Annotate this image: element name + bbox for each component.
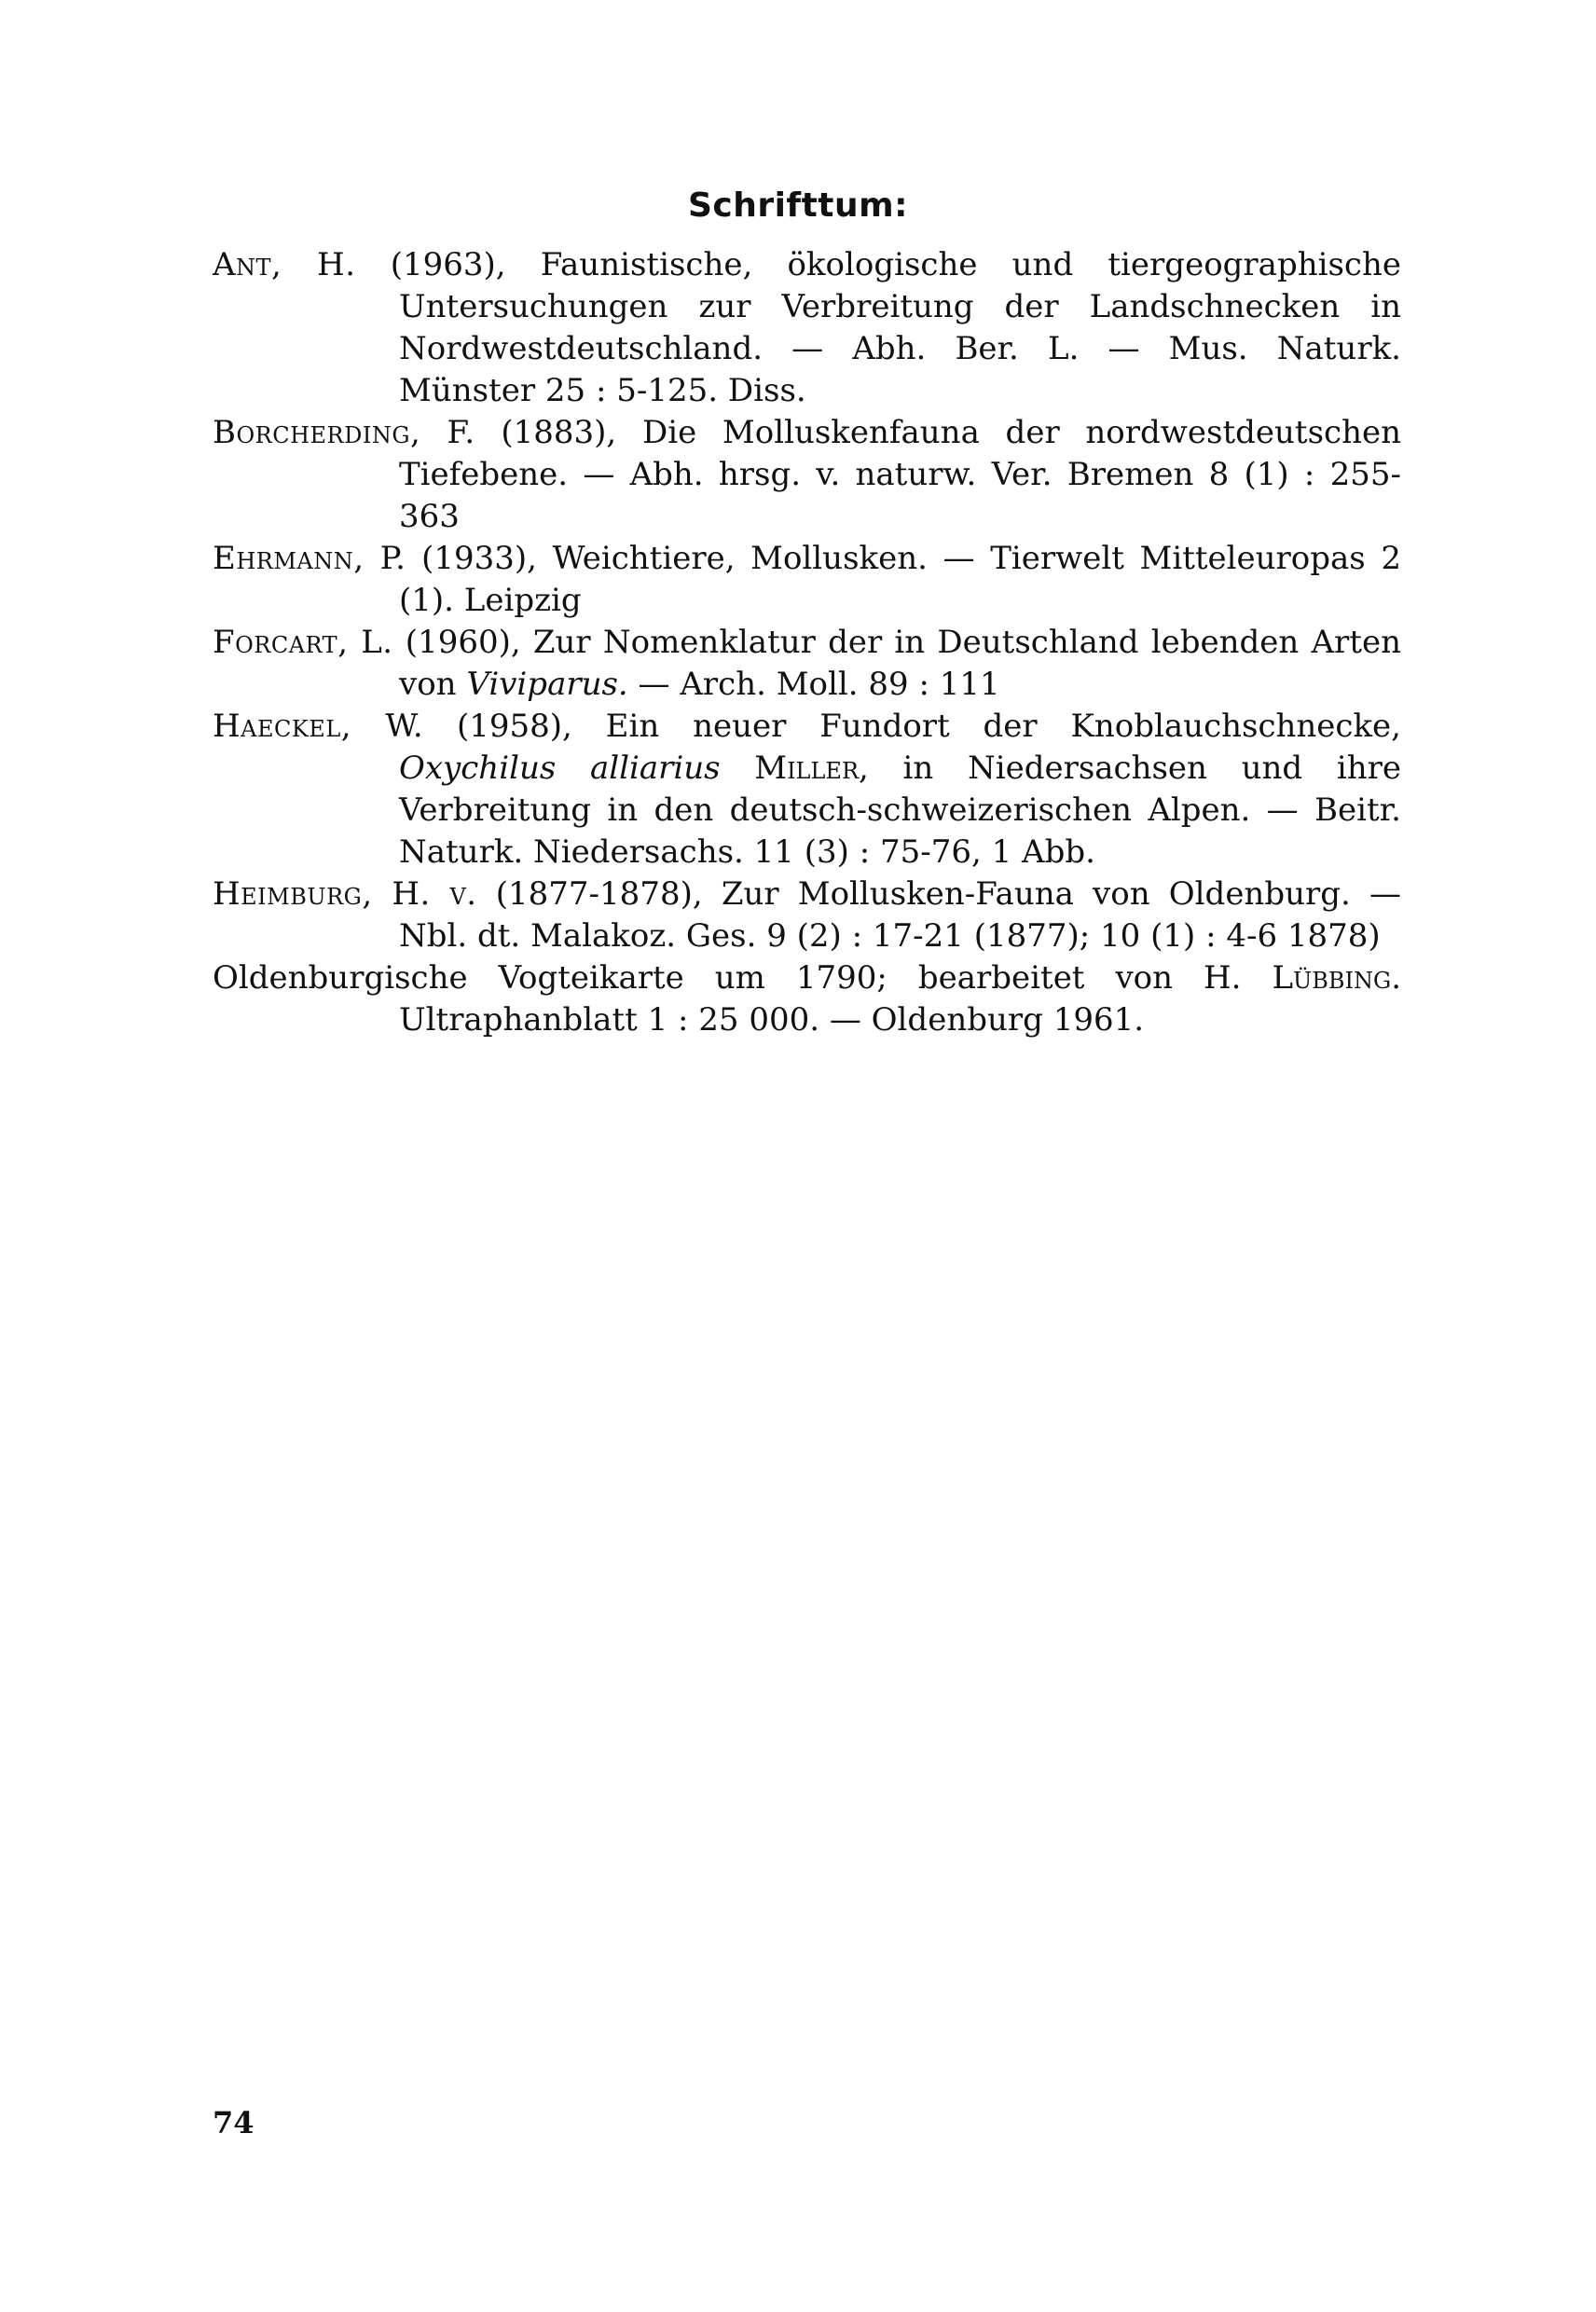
reference-text: , in Niedersachsen und ihre Verbreitung in den deutsch-schweizerischen Alpen. — Beitr. Naturk. Niedersachs. 11 (3) : 75-76, 1 Abb. [399, 750, 1401, 871]
reference-author: Forcart, L. [213, 624, 393, 661]
reference-text: (1960), Zur Nomenklatur der in Deutschland lebenden Arten von [392, 624, 1401, 703]
reference-author: Ehrmann, P. [213, 540, 406, 577]
reference-list [213, 244, 1401, 1041]
reference-entry-ant [213, 244, 1401, 412]
reference-species-name: Oxychilus alliarius [399, 750, 721, 787]
reference-text: — Arch. Moll. 89 : 111 [627, 666, 1000, 703]
reference-author: Borcherding, F. [213, 414, 475, 451]
reference-entry-heimburg [213, 874, 1401, 957]
reference-entry-borcherding [213, 412, 1401, 538]
reference-entry-vogteikarte [213, 957, 1401, 1041]
reference-author: Heimburg, H. v. [213, 875, 477, 913]
reference-author: Ant, H. [213, 246, 356, 283]
reference-author: Haeckel, W. [213, 708, 424, 745]
reference-text: (1958), Ein neuer Fundort der Knoblauchschnecke, [423, 708, 1401, 745]
reference-text: . Ultraphanblatt 1 : 25 000. — Oldenburg 1961. [399, 959, 1401, 1039]
reference-text: (1883), Die Molluskenfauna der nordwestdeutschen Tiefebene. — Abh. hrsg. v. naturw. Ver. Bremen 8 (1) : 255-363 [399, 414, 1401, 535]
reference-species-authority: Miller [720, 750, 860, 787]
reference-entry-haeckel [213, 706, 1401, 874]
reference-entry-ehrmann [213, 538, 1401, 622]
reference-text: (1963), Faunistische, ökologische und tiergeographische Untersuchungen zur Verbreitung der Landschnecken in Nordwestdeutschland. — Abh. Ber. L. — Mus. Naturk. Münster 25 : 5-125. Diss. [355, 246, 1401, 409]
reference-genus-name: Viviparus. [466, 666, 628, 703]
reference-text: (1933), Weichtiere, Mollusken. — Tierwelt Mitteleuropas 2 (1). Leipzig [399, 540, 1401, 619]
reference-text: (1877-1878), Zur Mollusken-Fauna von Oldenburg. — Nbl. dt. Malakoz. Ges. 9 (2) : 17-21 (1877); 10 (1) : 4-6 1878) [399, 875, 1401, 955]
page-number: 74 [213, 2105, 255, 2140]
reference-editor: Lübbing [1272, 959, 1392, 997]
reference-text: Oldenburgische Vogteikarte um 1790; bearbeitet von H. [213, 959, 1273, 997]
bibliography-heading: Schrifttum: [687, 186, 909, 225]
reference-entry-forcart [213, 622, 1401, 706]
